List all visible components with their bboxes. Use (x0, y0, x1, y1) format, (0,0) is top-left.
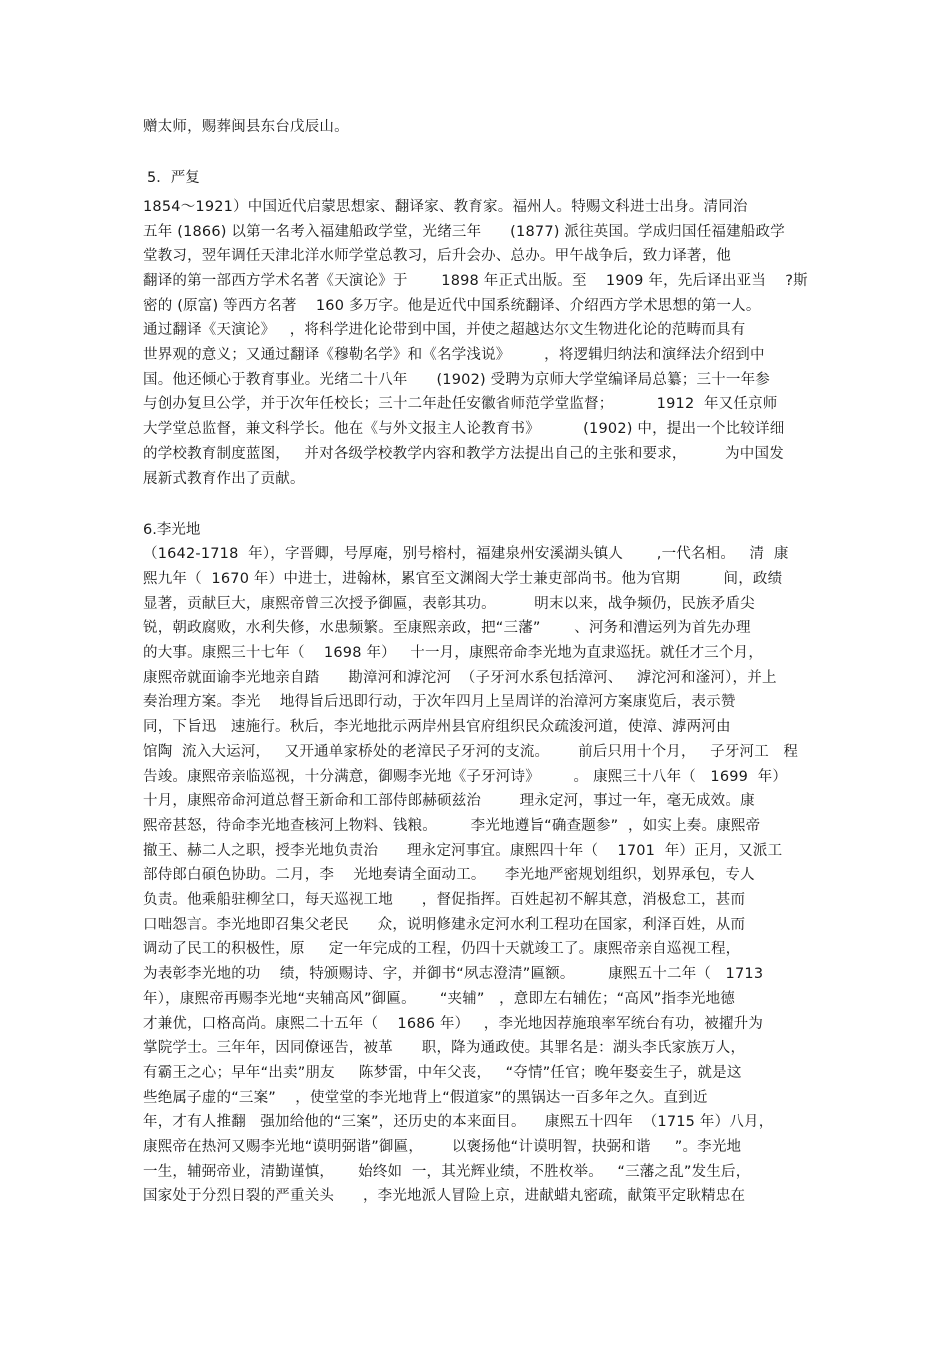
section-6-heading: 6.李光地 (143, 522, 201, 538)
section-6-line: 康熙帝在热河又赐李光地“谟明弼谐”御匾， 以褒扬他“计谟明智，抉弼和谐 ”。李光地 (143, 1139, 742, 1155)
section-6-line: （1642-1718 年），字晋卿，号厚庵，别号榕村，福建泉州安溪湖头镇人 ,一代名相。 清 康 (143, 546, 789, 562)
section-6-line: 锐，朝政腐败，水利失修，水患频繁。至康熙亲政，把“三藩” 、河务和漕运列为首先办理 (143, 620, 751, 636)
section-6-line: 熙帝甚怒，待命李光地查核河上物料、钱粮。 李光地遵旨“确查题参” ，如实上奏。康熙帝 (143, 818, 761, 834)
section-5-heading: 5．严复 (147, 170, 200, 186)
section-5-line: 1854～1921）中国近代启蒙思想家、翻译家、教育家。福州人。特赐文科进士出身。清同治 (143, 199, 748, 215)
section-5-line: 翻译的第一部西方学术名著《天演论》于 1898 年正式出版。至 1909 年，先后译出亚当 ?斯 (143, 273, 808, 289)
section-6-line: 同，下旨迅 速施行。秋后，李光地批示两岸州县官府组织民众疏浚河道，使漳、滹两河由 (143, 719, 731, 735)
section-6-line: 年），康熙帝再赐李光地“夹辅高风”御匾。 “夹辅” ，意即左右辅佐；“高风”指李光地德 (143, 991, 735, 1007)
section-6-line: 告竣。康熙帝亲临巡视，十分满意，御赐李光地《子牙河诗》 。 康熙三十八年（ 1699 年） (143, 769, 788, 785)
section-6-line: 一生，辅弼帝业，清勤谨慎， 始终如 一，其光辉业绩，不胜枚举。 “三藩之乱”发生后， (143, 1164, 751, 1180)
section-5-line: 世界观的意义；又通过翻译《穆勒名学》和《名学浅说》 ，将逻辑归纳法和演绎法介绍到中 (143, 347, 765, 363)
section-6-line: 些绝属子虚的“三案” ，使堂堂的李光地背上“假道家”的黑锅达一百多年之久。直到近 (143, 1090, 708, 1106)
section-6-line: 部侍郎白碩色协助。二月，李 光地奏请全面动工。 李光地严密规划组织，划界承包，专人 (143, 867, 755, 883)
intro-line: 赠太师，赐葬闽县东台戊辰山。 (143, 119, 349, 135)
section-6-line: 调动了民工的积极性，原 定一年完成的工程，仍四十天就竣工了。康熙帝亲自巡视工程， (143, 941, 741, 957)
section-6-line: 的大事。康熙三十七年（ 1698 年） 十一月，康熙帝命李光地为直隶巡抚。就任才三个月， (143, 645, 764, 661)
section-5-line: 展新式教育作出了贡献。 (143, 471, 305, 487)
section-5-line: 五年 (1866) 以第一名考入福建船政学堂，光绪三年 (1877) 派往英国。学成归国任福建船政学 (143, 224, 785, 240)
section-5-line: 的学校教育制度蓝图， 并对各级学校教学内容和教学方法提出自己的主张和要求， 为中国发 (143, 446, 784, 462)
section-6-line: 年，才有人推翻 强加给他的“三案”，还历史的本来面目。 康熙五十四年 （1715 年）八月， (143, 1114, 774, 1130)
section-6-line: 负责。他乘船驻柳坌口，每天巡视工地 ，督促指挥。百姓起初不解其意，消极怠工，甚而 (143, 892, 746, 908)
section-6-line: 有霸王之心；早年“出卖”朋友 陈梦雷，中年父丧， “夺情”任官；晚年娶妾生子，就是这 (143, 1065, 742, 1081)
section-6-line: 馆陶 流入大运河， 又开通单家桥处的老漳民子牙河的支流。 前后只用十个月， 子牙河工 程 (143, 744, 799, 760)
section-5-line: 堂教习，翌年调任天津北洋水师学堂总教习，后升会办、总办。甲午战争后，致力译著，他 (143, 248, 731, 264)
section-6-line: 掌院学士。三年年，因同僚诬告，被革 职，降为通政使。其罪名是：湖头李氏家族万人， (143, 1040, 746, 1056)
section-5-line: 通过翻译《天演论》 ，将科学进化论带到中国，并使之超越达尔文生物进化论的范畴而具有 (143, 322, 746, 338)
section-6-line: 为表彰李光地的功 绩，特颁赐诗、字，并御书“夙志澄清”匾额。 康熙五十二年（ 1713 (143, 966, 764, 982)
section-6-line: 康熙帝就面谕李光地亲自踏 勘漳河和滹沱河 （子牙河水系包括漳河、 滹沱河和滏河），并上 (143, 670, 777, 686)
section-6-line: 十月，康熙帝命河道总督王新命和工部侍郎赫硕兹治 理永定河，事过一年，毫无成效。康 (143, 793, 755, 809)
section-6-line: 撤王、赫二人之职，授李光地负责治 理永定河事宜。康熙四十年（ 1701 年）正月，又派工 (143, 843, 783, 859)
section-6-line: 显著，贡献巨大，康熙帝曾三次授予御匾，表彰其功。 明末以来，战争频仍，民族矛盾尖 (143, 596, 755, 612)
section-5-line: 国。他还倾心于教育事业。光绪二十八年 (1902) 受聘为京师大学堂编译局总纂；三十一年参 (143, 372, 770, 388)
section-5-line: 密的 (原富) 等西方名著 160 多万字。他是近代中国系统翻译、介绍西方学术思想的第一人。 (143, 298, 761, 314)
section-6-line: 才兼优，口格高尚。康熙二十五年（ 1686 年） ，李光地因荐施琅率军统台有功，被擢升为 (143, 1016, 764, 1032)
section-5-line: 与创办复旦公学，并于次年任校长；三十二年赴任安徽省师范学堂监督； 1912 年又任京师 (143, 396, 778, 412)
section-5-line: 大学堂总监督，兼文科学长。他在《与外文报主人论教育书》 (1902) 中，提出一个比较详细 (143, 421, 785, 437)
section-6-line: 国家处于分烈日裂的严重关头 ，李光地派人冒险上京，进献蜡丸密疏，献策平定耿精忠在 (143, 1188, 746, 1204)
section-6-line: 熙九年（ 1670 年）中进士，进翰林，累官至文渊阁大学士兼吏部尚书。他为官期 间，政绩 (143, 571, 783, 587)
section-6-line: 口咄怨言。李光地即召集父老民 众，说明修建永定河水利工程功在国家，利泽百姓，从而 (143, 917, 746, 933)
section-6-line: 奏治理方案。李光 地得旨后迅即行动，于次年四月上呈周详的治漳河方案康览后，表示赞 (143, 694, 736, 710)
